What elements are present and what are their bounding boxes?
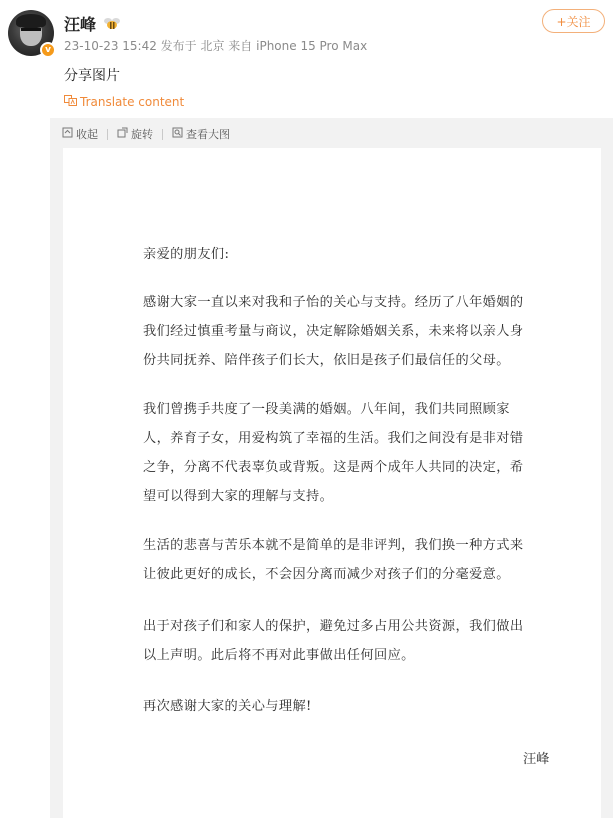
collapse-button[interactable] (62, 126, 98, 142)
letter-closing: 再次感谢大家的关心与理解! (143, 699, 312, 714)
translate-label: Translate content (80, 95, 185, 109)
follow-button[interactable]: +关注 (542, 9, 605, 33)
username-row (64, 12, 122, 34)
avatar-hair (16, 14, 46, 28)
toolbar-divider (107, 129, 108, 140)
rotate-icon (117, 127, 128, 141)
post-meta: 23-10-23 15:42 发布于 北京 来自 iPhone 15 Pro Max (64, 39, 368, 53)
username[interactable]: 汪峰 (64, 14, 97, 34)
toolbar-divider (162, 129, 163, 140)
view-large-label: 查看大图 (186, 128, 230, 141)
bee-icon (102, 15, 122, 31)
image-toolbar (62, 124, 230, 144)
statement-image[interactable] (63, 148, 601, 818)
zoom-icon (172, 127, 183, 141)
rotate-button[interactable] (117, 126, 153, 142)
collapse-icon (62, 127, 73, 141)
letter-paragraph: 我们曾携手共度了一段美满的婚姻。八年间，我们共同照顾家人，养育子女，用爱构筑了幸福的生活。我们之间没有是非对错之争，分离不代表辜负或背叛。这是两个成年人共同的决定，希望可以得到大家的理解与支持。 (143, 402, 524, 504)
translate-link[interactable] (64, 95, 184, 109)
letter-paragraph: 出于对孩子们和家人的保护，避免过多占用公共资源，我们做出以上声明。此后将不再对此事做出任何回应。 (143, 619, 524, 663)
letter-signature: 汪峰 (523, 752, 550, 767)
collapse-label: 收起 (76, 128, 98, 141)
post-header (0, 0, 613, 120)
rotate-label: 旋转 (131, 128, 153, 141)
view-large-button[interactable] (172, 126, 230, 142)
post-text: 分享图片 (64, 68, 120, 84)
letter-greeting: 亲爱的朋友们: (143, 247, 230, 262)
letter-paragraph: 感谢大家一直以来对我和子怡的关心与支持。经历了八年婚姻的我们经过慎重考量与商议，决定解除婚姻关系，未来将以亲人身份共同抚养、陪伴孩子们长大，依旧是孩子们最信任的父母。 (143, 295, 524, 368)
translate-icon (64, 95, 77, 109)
letter-paragraph: 生活的悲喜与苦乐本就不是简单的是非评判，我们换一种方式来让彼此更好的成长，不会因分离而减少对孩子们的分毫爱意。 (143, 538, 524, 582)
verified-badge-icon: v (40, 42, 56, 58)
avatar-glasses (21, 28, 41, 33)
